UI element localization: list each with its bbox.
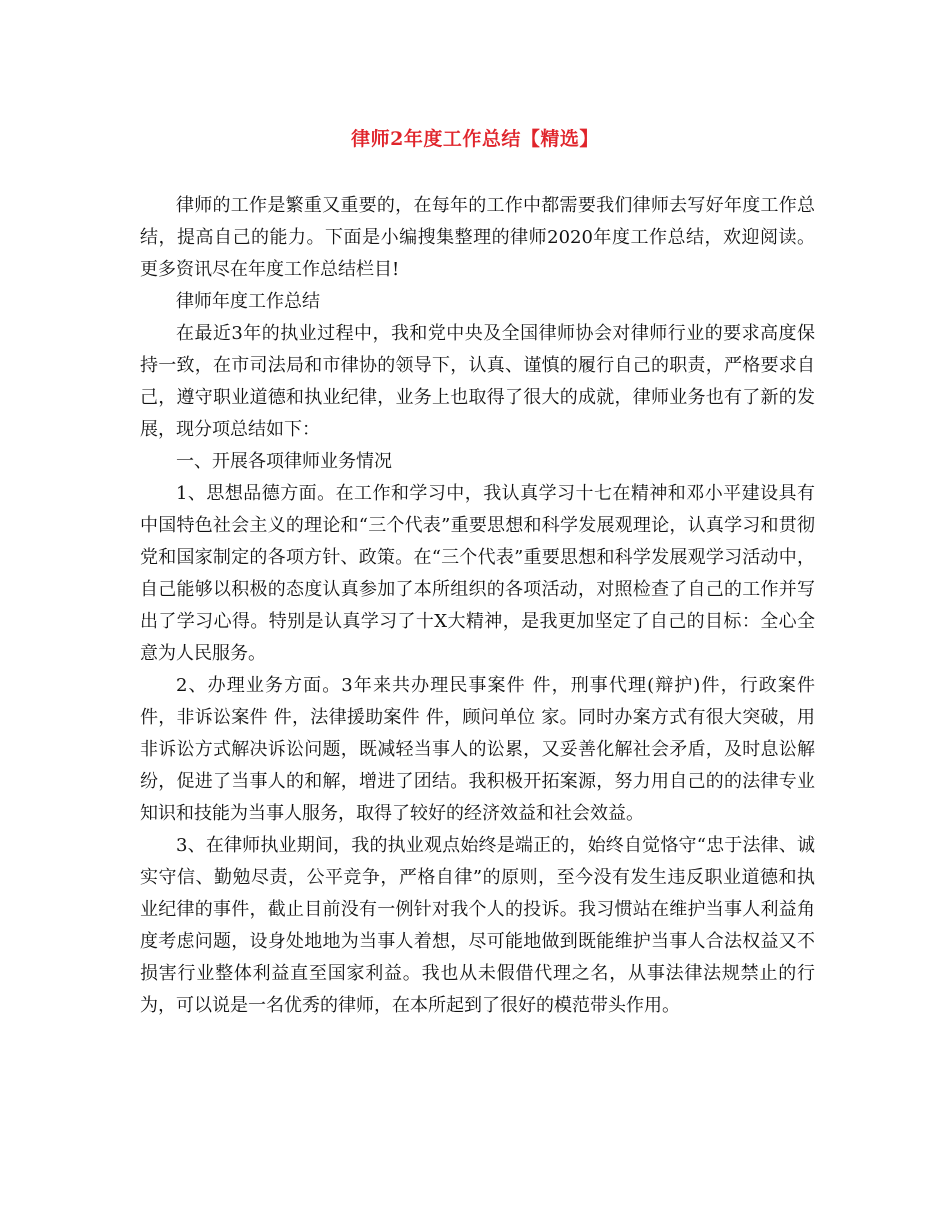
document-title: 律师2年度工作总结【精选】 [351,128,599,150]
document-body [140,190,815,1022]
paragraph-overview: 在最近3年的执业过程中，我和党中央及全国律师协会对律师行业的要求高度保持一致，在市司法局和市律协的领导下，认真、谨慎的履行自己的职责，严格要求自己，遵守职业道德和执业纪律，业务上也取得了很大的成就，律师业务也有了新的发展，现分项总结如下： [140,323,815,440]
paragraph-intro: 律师的工作是繁重又重要的，在每年的工作中都需要我们律师去写好年度工作总结，提高自己的能力。下面是小编搜集整理的律师2020年度工作总结，欢迎阅读。更多资讯尽在年度工作总结栏目! [140,195,815,280]
paragraph-item-2: 2、办理业务方面。3年来共办理民事案件 件，刑事代理(辩护)件，行政案件 件，非诉讼案件 件，法律援助案件 件，顾问单位 家。同时办案方式有很大突破，用非诉讼方式解决诉讼问题，既减轻当事人的讼累，又妥善化解社会矛盾，及时息讼解纷，促进了当事人的和解，增进了团结。我积极开拓案源，努力用自己的的法律专业知识和技能为当事人服务，取得了较好的经济效益和社会效益。 [140,675,815,824]
paragraph-item-1: 1、思想品德方面。在工作和学习中，我认真学习十七在精神和邓小平建设具有中国特色社会主义的理论和“三个代表”重要思想和科学发展观理论，认真学习和贯彻党和国家制定的各项方针、政策。在“三个代表”重要思想和科学发展观学习活动中，自己能够以积极的态度认真参加了本所组织的各项活动，对照检查了自己的工作并写出了学习心得。特别是认真学习了十X大精神，是我更加坚定了自己的目标：全心全意为人民服务。 [140,483,815,664]
paragraph-subheading: 律师年度工作总结 [176,291,320,312]
section-heading: 一、开展各项律师业务情况 [176,451,392,472]
paragraph-item-3: 3、在律师执业期间，我的执业观点始终是端正的，始终自觉恪守“忠于法律、诚实守信、勤勉尽责，公平竞争，严格自律”的原则，至今没有发生违反职业道德和执业纪律的事件，截止目前没有一例针对我个人的投诉。我习惯站在维护当事人利益角度考虑问题，设身处地地为当事人着想，尽可能地做到既能维护当事人合法权益又不损害行业整体利益直至国家利益。我也从未假借代理之名，从事法律法规禁止的行为，可以说是一名优秀的律师，在本所起到了很好的模范带头作用。 [140,835,815,1016]
